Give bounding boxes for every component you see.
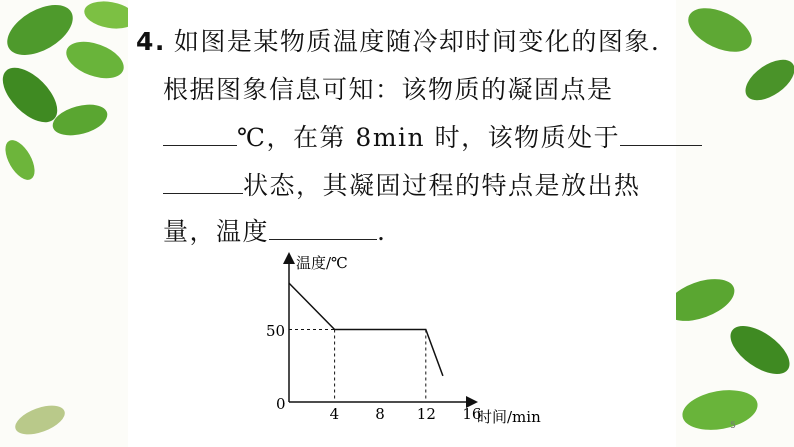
question-number: 4. [136, 27, 166, 56]
question-line-3 [163, 118, 702, 154]
question-text-5a: 量，温度 [163, 217, 270, 246]
x-axis-label: 时间/min [477, 408, 541, 426]
x-tick-label: 16 [462, 405, 482, 423]
question-text-3: ℃，在第 8min 时，该物质处于 [237, 123, 621, 152]
cooling-curve [289, 283, 443, 376]
x-tick-label: 12 [416, 405, 436, 423]
question-line-1 [136, 22, 660, 58]
answer-blank-temperature[interactable] [269, 217, 377, 240]
x-tick-labels [330, 405, 482, 423]
x-tick-label: 4 [329, 405, 340, 423]
y-tick-50: 50 [266, 322, 286, 340]
question-line-5 [163, 212, 386, 248]
temperature-time-graph [262, 252, 562, 432]
question-text-2: 根据图象信息可知：该物质的凝固点是 [163, 75, 614, 104]
question-text-4: 状态，其凝固过程的特点是放出热 [243, 171, 641, 200]
question-line-2 [163, 70, 614, 106]
x-tick-label: 8 [375, 405, 385, 423]
dashed-guides [289, 330, 426, 403]
answer-blank-state-cont[interactable] [163, 171, 243, 194]
answer-blank-state[interactable] [620, 123, 702, 146]
question-line-4 [163, 166, 641, 202]
origin-label: 0 [276, 395, 286, 413]
question-text-1: 如图是某物质温度随冷却时间变化的图象. [173, 27, 661, 56]
answer-blank-freezing-point[interactable] [163, 123, 237, 146]
question-text-5b: . [377, 217, 387, 246]
y-axis-label: 温度/℃ [296, 254, 348, 272]
page-number: 5 [730, 421, 736, 431]
